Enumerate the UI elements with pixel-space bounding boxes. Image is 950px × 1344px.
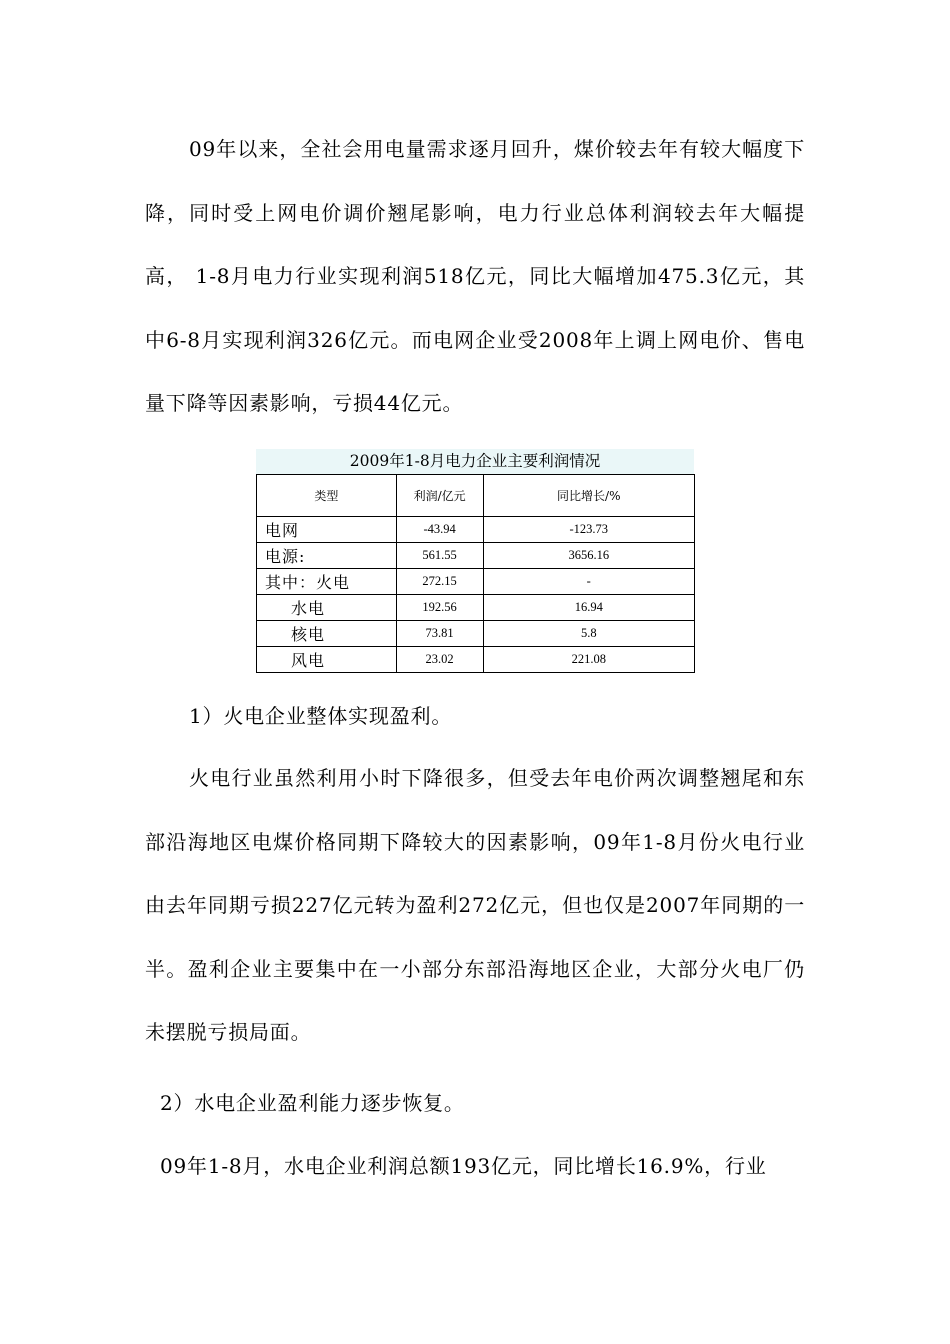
row-profit: 561.55: [396, 543, 483, 569]
row-type: 水电: [257, 595, 397, 621]
row-type: 电源:: [257, 543, 397, 569]
row-growth: -: [483, 569, 694, 595]
row-profit: 272.15: [396, 569, 483, 595]
table-title: 2009年1-8月电力企业主要利润情况: [256, 449, 694, 474]
row-growth: 221.08: [483, 647, 694, 673]
header-profit: 利润/亿元: [396, 475, 483, 517]
table-row: [257, 621, 695, 647]
row-profit: -43.94: [396, 517, 483, 543]
row-growth: 3656.16: [483, 543, 694, 569]
row-type: 风电: [257, 647, 397, 673]
row-growth: 5.8: [483, 621, 694, 647]
row-profit: 23.02: [396, 647, 483, 673]
table-row: [257, 595, 695, 621]
row-growth: 16.94: [483, 595, 694, 621]
header-growth: 同比增长/%: [483, 475, 694, 517]
row-growth: -123.73: [483, 517, 694, 543]
paragraph-thermal-power: 火电行业虽然利用小时下降很多，但受去年电价两次调整翘尾和东部沿海地区电煤价格同期下降较大的因素影响，09年1-8月份火电行业由去年同期亏损227亿元转为盈利272亿元，但也仅是2007年同期的一半。盈利企业主要集中在一小部分东部沿海地区企业，大部分火电厂仍未摆脱亏损局面。: [145, 766, 805, 1044]
row-type: 电网: [257, 517, 397, 543]
table-row: [257, 569, 695, 595]
section-heading-thermal: 1）火电企业整体实现盈利。: [189, 704, 453, 728]
row-type: 其中：火电: [257, 569, 397, 595]
table-row: [257, 647, 695, 673]
row-profit: 192.56: [396, 595, 483, 621]
paragraph-profit-overview: 09年以来，全社会用电量需求逐月回升，煤价较去年有较大幅度下降，同时受上网电价调价翘尾影响，电力行业总体利润较去年大幅提高， 1-8月电力行业实现利润518亿元，同比大幅增加475.3亿元，其中6-8月实现利润326亿元。而电网企业受2008年上调上网电价、售电量下降等因素影响，亏损44亿元。: [145, 137, 805, 415]
row-type: 核电: [257, 621, 397, 647]
table-header-row: [257, 475, 695, 517]
profit-table: [256, 474, 695, 673]
table-row: [257, 517, 695, 543]
section-heading-hydro: 2）水电企业盈利能力逐步恢复。: [160, 1091, 465, 1115]
row-profit: 73.81: [396, 621, 483, 647]
header-type: 类型: [257, 475, 397, 517]
paragraph-hydro-power: 09年1-8月，水电企业利润总额193亿元，同比增长16.9%，行业: [160, 1154, 767, 1178]
table-row: [257, 543, 695, 569]
